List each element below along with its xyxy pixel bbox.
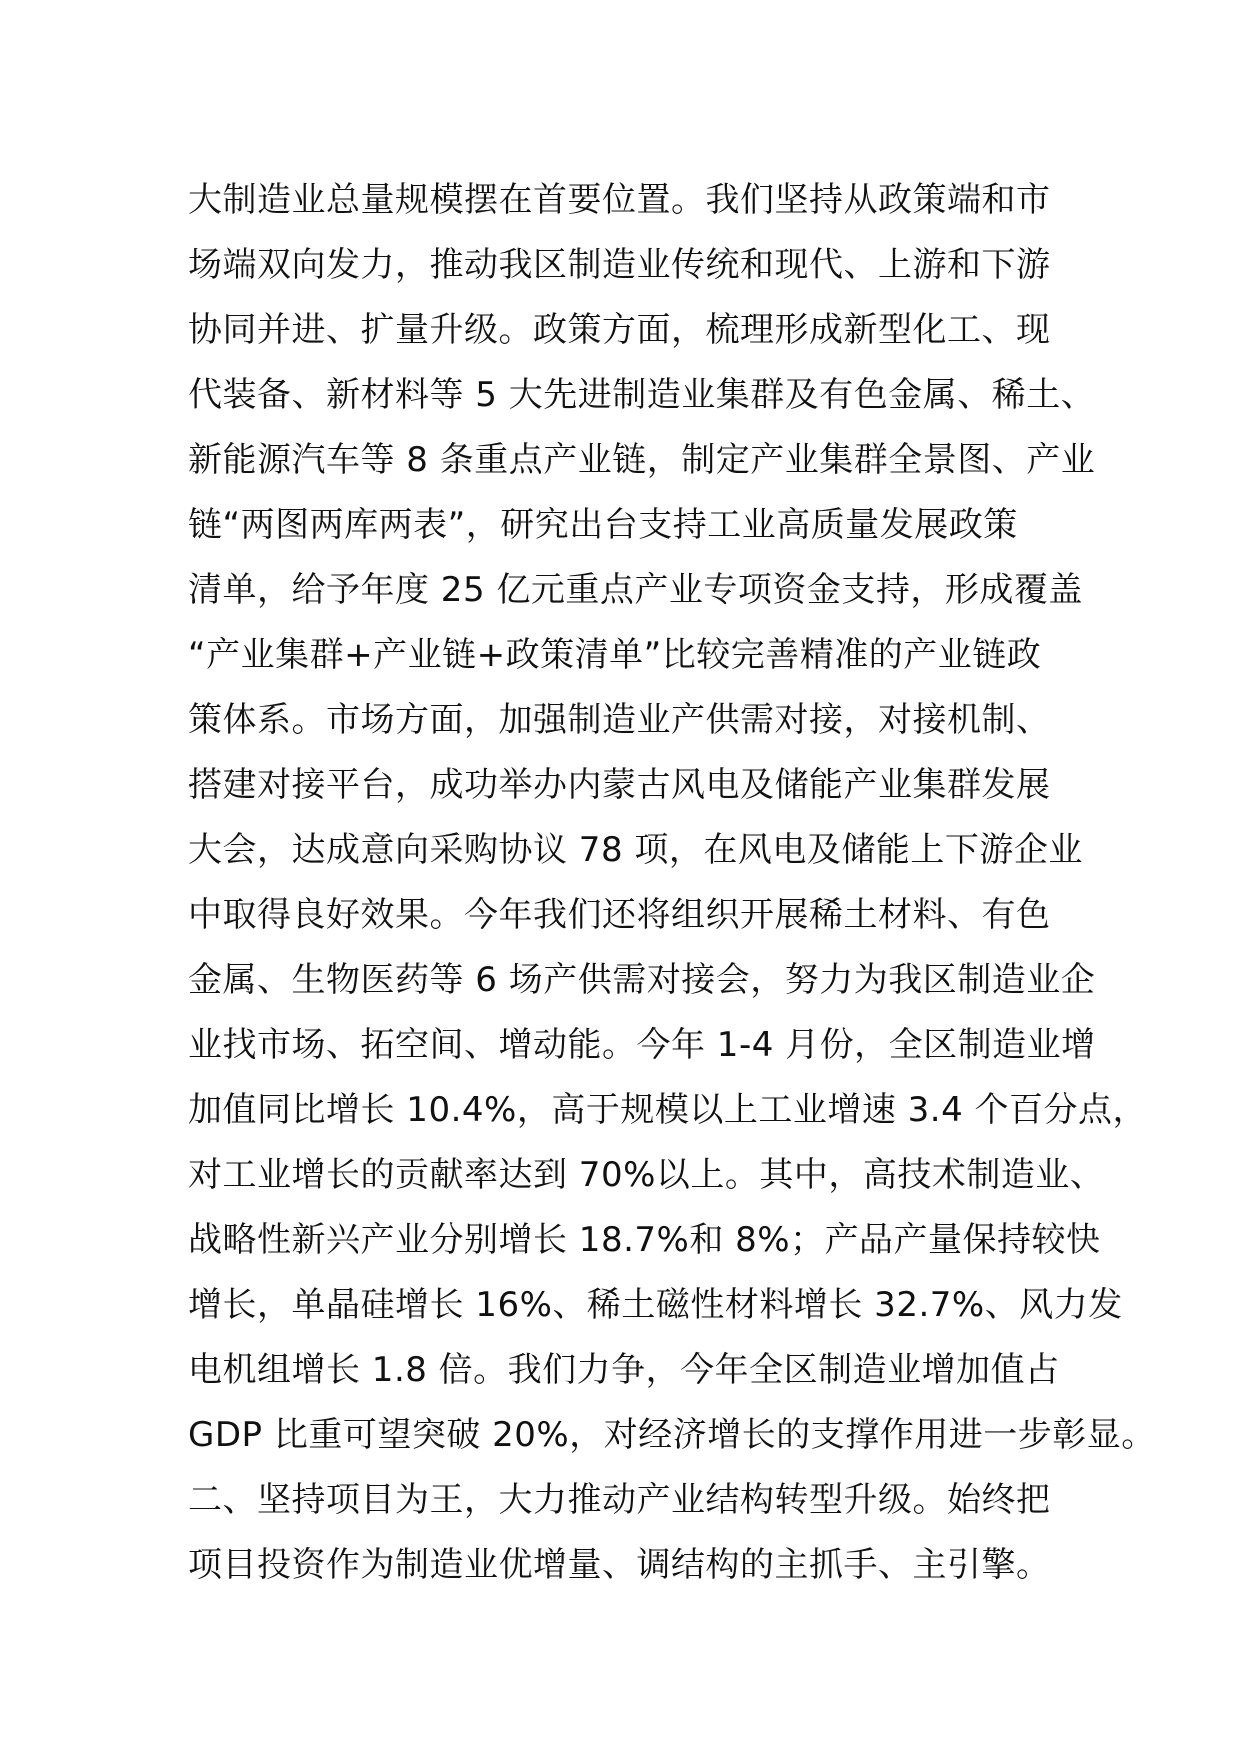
text-line: 大会，达成意向采购协议 78 项，在风电及储能上下游企业 bbox=[188, 830, 1083, 870]
text-line: 清单，给予年度 25 亿元重点产业专项资金支持，形成覆盖 bbox=[188, 570, 1083, 610]
text-line: GDP 比重可望突破 20%，对经济增长的支撑作用进一步彰显。 bbox=[188, 1415, 1156, 1455]
text-line: 协同并进、扩量升级。政策方面，梳理形成新型化工、现 bbox=[188, 310, 1051, 350]
text-line: 新能源汽车等 8 条重点产业链，制定产业集群全景图、产业 bbox=[188, 440, 1096, 480]
text-line: 对工业增长的贡献率达到 70%以上。其中，高技术制造业、 bbox=[188, 1155, 1105, 1195]
text-line: 场端双向发力，推动我区制造业传统和现代、上游和下游 bbox=[188, 245, 1051, 285]
text-line: 二、坚持项目为王，大力推动产业结构转型升级。始终把 bbox=[188, 1480, 1051, 1520]
text-line: 电机组增长 1.8 倍。我们力争，今年全区制造业增加值占 bbox=[188, 1350, 1060, 1390]
text-line: 金属、生物医药等 6 场产供需对接会，努力为我区制造业企 bbox=[188, 960, 1096, 1000]
body-text bbox=[188, 168, 1156, 1598]
text-line: 加值同比增长 10.4%，高于规模以上工业增速 3.4 个百分点， bbox=[188, 1090, 1148, 1130]
text-line: 中取得良好效果。今年我们还将组织开展稀土材料、有色 bbox=[188, 895, 1051, 935]
text-line: “产业集群+产业链+政策清单”比较完善精准的产业链政 bbox=[188, 635, 1042, 675]
text-line: 增长，单晶硅增长 16%、稀土磁性材料增长 32.7%、风力发 bbox=[188, 1285, 1123, 1325]
text-line: 大制造业总量规模摆在首要位置。我们坚持从政策端和市 bbox=[188, 180, 1051, 220]
text-line: 业找市场、拓空间、增动能。今年 1-4 月份，全区制造业增 bbox=[188, 1025, 1096, 1065]
text-line: 战略性新兴产业分别增长 18.7%和 8%；产品产量保持较快 bbox=[188, 1220, 1101, 1260]
text-line: 策体系。市场方面，加强制造业产供需对接，对接机制、 bbox=[188, 700, 1051, 740]
text-line: 搭建对接平台，成功举办内蒙古风电及储能产业集群发展 bbox=[188, 765, 1051, 805]
text-line: 代装备、新材料等 5 大先进制造业集群及有色金属、稀土、 bbox=[188, 375, 1096, 415]
text-line: 项目投资作为制造业优增量、调结构的主抓手、主引擎。 bbox=[188, 1545, 1051, 1585]
text-line: 链“两图两库两表”，研究出台支持工业高质量发展政策 bbox=[188, 505, 1018, 545]
